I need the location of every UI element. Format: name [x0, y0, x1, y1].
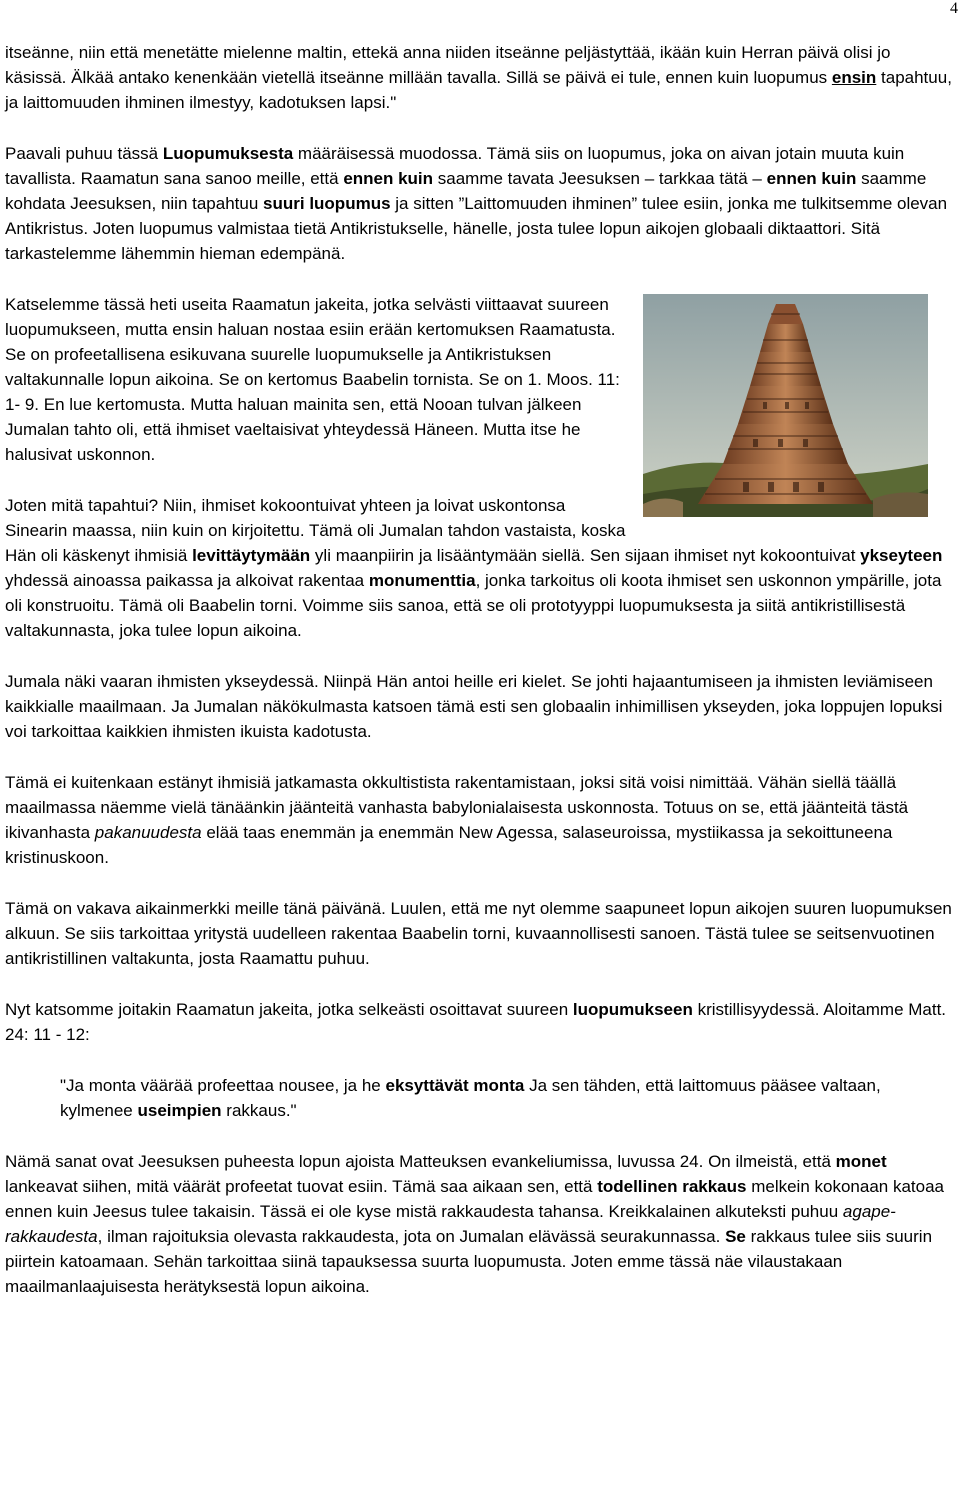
text-run: tapahtuu, ja laittomuuden ihminen ilmestyy, kadotuksen lapsi.": [5, 68, 952, 112]
bold-run: Luopumuksesta: [162, 144, 294, 163]
document-body: [5, 40, 955, 1325]
text-run: elää taas enemmän ja enemmän New Agessa, salaseuroissa, mystiikassa ja sekoittuneena kristinuskoon.: [5, 823, 893, 867]
text-run: rakkaus.": [221, 1101, 297, 1120]
text-run: itseänne, niin että menetätte mielenne maltin, ettekä anna niiden itseänne peljästyttää, ikään kuin Herran päivä olisi jo käsissä. Älkää antako kenenkään vietellä itseänne millään tavalla. Sillä se päivä ei tule, ennen kuin luopumus: [5, 43, 891, 87]
paragraph-5: Jumala näki vaaran ihmisten ykseydessä. Niinpä Hän antoi heille eri kielet. Se johti hajaantumiseen ja ihmisten leviämiseen kaikkialle maailmaan. Ja Jumalan näkökulmasta katsoen tämä esti sen globaalin inhimillisen ykseyden, joka loppujen lopuksi voi tarkoittaa kaikkien ihmisten ikuista kadotusta.: [5, 672, 943, 741]
text-run: , jonka tarkoitus oli koota ihmiset sen uskonnon ympärille, jota oli konstruoitu. Tämä oli Baabelin torni. Voimme siis sanoa, että se oli prototyyppi luopumuksesta ja siitä antikristillisestä valtakunnasta, joka tulee lopun aikoina.: [5, 571, 942, 640]
bold-run: suuri luopumus: [263, 194, 391, 213]
paragraph-9: [5, 1149, 955, 1299]
text-run: Joten mitä tapahtui? Niin, ihmiset kokoontuivat yhteen ja loivat uskontonsa Sinearin maassa, niin kuin on kirjoitettu. Tämä oli Jumalan tahdon vastaista, koska Hän oli käskenyt ihmisiä: [5, 496, 626, 565]
paragraph-8: [5, 997, 955, 1047]
text-run: "Ja monta väärää profeettaa nousee, ja he: [60, 1076, 386, 1095]
paragraph-6: [5, 770, 955, 870]
text-run: saamme tavata Jeesuksen – tarkkaa tätä –: [433, 169, 767, 188]
tower-of-babel-image: [643, 294, 928, 517]
text-run: ja sitten ”Laittomuuden ihminen” tulee esiin, jonka me tulkitsemme olevan Antikristus. Joten luopumus valmistaa tietä Antikristukselle, hänelle, josta tulee lopun aikojen globaali diktaattori. Sitä tarkastelemme lähemmin hieman edempänä.: [5, 194, 948, 263]
bold-run: Se: [725, 1227, 746, 1246]
tower-of-babel-painting-icon: [643, 294, 928, 517]
underlined-word: ensin: [831, 68, 877, 87]
bible-quote: [60, 1073, 955, 1123]
text-run: määräisessä muodossa. Tämä siis on luopumus, joka on aivan jotain muuta kuin tavallista. Raamatun sana sanoo meille, että: [5, 144, 905, 188]
text-run: Nyt katsomme joitakin Raamatun jakeita, jotka selkeästi osoittavat suureen: [5, 1000, 573, 1019]
bold-run: luopumukseen: [572, 1000, 693, 1019]
text-run: Nämä sanat ovat Jeesuksen puheesta lopun ajoista Matteuksen evankeliumissa, luvussa 24. On ilmeistä, että: [5, 1152, 836, 1171]
text-run: yli maanpiirin ja lisääntymään siellä. Sen sijaan ihmiset nyt kokoontuivat: [310, 546, 861, 565]
bold-run: monumenttia: [368, 571, 476, 590]
paragraph-7: Tämä on vakava aikainmerkki meille tänä päivänä. Luulen, että me nyt olemme saapuneet lopun aikojen suuren luopumuksen alkuun. Se siis tarkoittaa yritystä uudelleen rakentaa Baabelin torni, kuvaannollisesti sanoen. Tästä tulee se seitsenvuotinen antikristillinen valtakunta, josta Raamattu puhuu.: [5, 899, 952, 968]
text-run: Tämä ei kuitenkaan estänyt ihmisiä jatkamasta okkultistista rakentamistaan, joksi sitä voisi nimittää. Vähän siellä täällä maailmassa näemme vielä tänäänkin jäänteitä vanhasta babylonialaisesta uskonnosta. Totuus on se, että jäänteitä tästä ikivanhasta: [5, 773, 909, 842]
text-run: yhdessä ainoassa paikassa ja alkoivat rakentaa: [5, 571, 369, 590]
page-number: 4: [950, 0, 958, 17]
text-run: lankeavat siihen, mitä väärät profeetat tuovat esiin. Tämä saa aikaan sen, että: [5, 1177, 598, 1196]
bold-run: ennen kuin: [766, 169, 857, 188]
bold-run: ykseyteen: [860, 546, 943, 565]
bold-run: eksyttävät monta: [385, 1076, 525, 1095]
bold-run: monet: [835, 1152, 887, 1171]
text-run: kristillisyydessä. Aloitamme Matt. 24: 11 - 12:: [5, 1000, 947, 1044]
text-run: Ja sen tähden, että laittomuus pääsee valtaan, kylmenee: [60, 1076, 881, 1120]
text-run: saamme kohdata Jeesuksen, niin tapahtuu: [5, 169, 927, 213]
italic-run: pakanuudesta: [94, 823, 202, 842]
text-run: Paavali puhuu tässä: [5, 144, 163, 163]
paragraph-3: Katselemme tässä heti useita Raamatun jakeita, jotka selvästi viittaavat suureen luopumukseen, mutta ensin haluan nostaa esiin erään kertomuksen Raamatusta. Se on profeetallisena esikuvana suurelle luopumukselle ja Antikristuksen valtakunnalle lopun aikoina. Se on kertomus Baabelin tornista. Se on 1. Moos. 11: 1- 9. En lue kertomusta. Mutta haluan mainita sen, että Nooan tulvan jälkeen Jumalan tahto oli, että ihmiset vaeltaisivat yhteydessä Häneen. Mutta itse he halusivat uskonnon.: [5, 295, 620, 464]
bold-run: useimpien: [137, 1101, 222, 1120]
italic-run: agape-rakkaudesta: [5, 1202, 896, 1246]
text-run: rakkaus tulee siis suurin piirtein katoamaan. Sehän tarkoittaa siinä tapauksessa suurta luopumusta. Joten emme tässä näe vilaustakaan maailmanlaajuisesta herätyksestä lopun aikoina.: [5, 1227, 933, 1296]
paragraph-1: [5, 40, 955, 115]
text-run: melkein kokonaan katoaa ennen kuin Jeesus tulee takaisin. Tässä ei ole kyse mistä rakkaudesta tahansa. Kreikkalainen alkuteksti puhuu: [5, 1177, 945, 1221]
paragraph-2: [5, 141, 955, 266]
text-run: , ilman rajoituksia olevasta rakkaudesta, jota on Jumalan elävässä seurakunnassa.: [97, 1227, 726, 1246]
bold-run: levittäytymään: [192, 546, 311, 565]
bold-run: todellinen rakkaus: [597, 1177, 747, 1196]
bold-run: ennen kuin: [343, 169, 434, 188]
